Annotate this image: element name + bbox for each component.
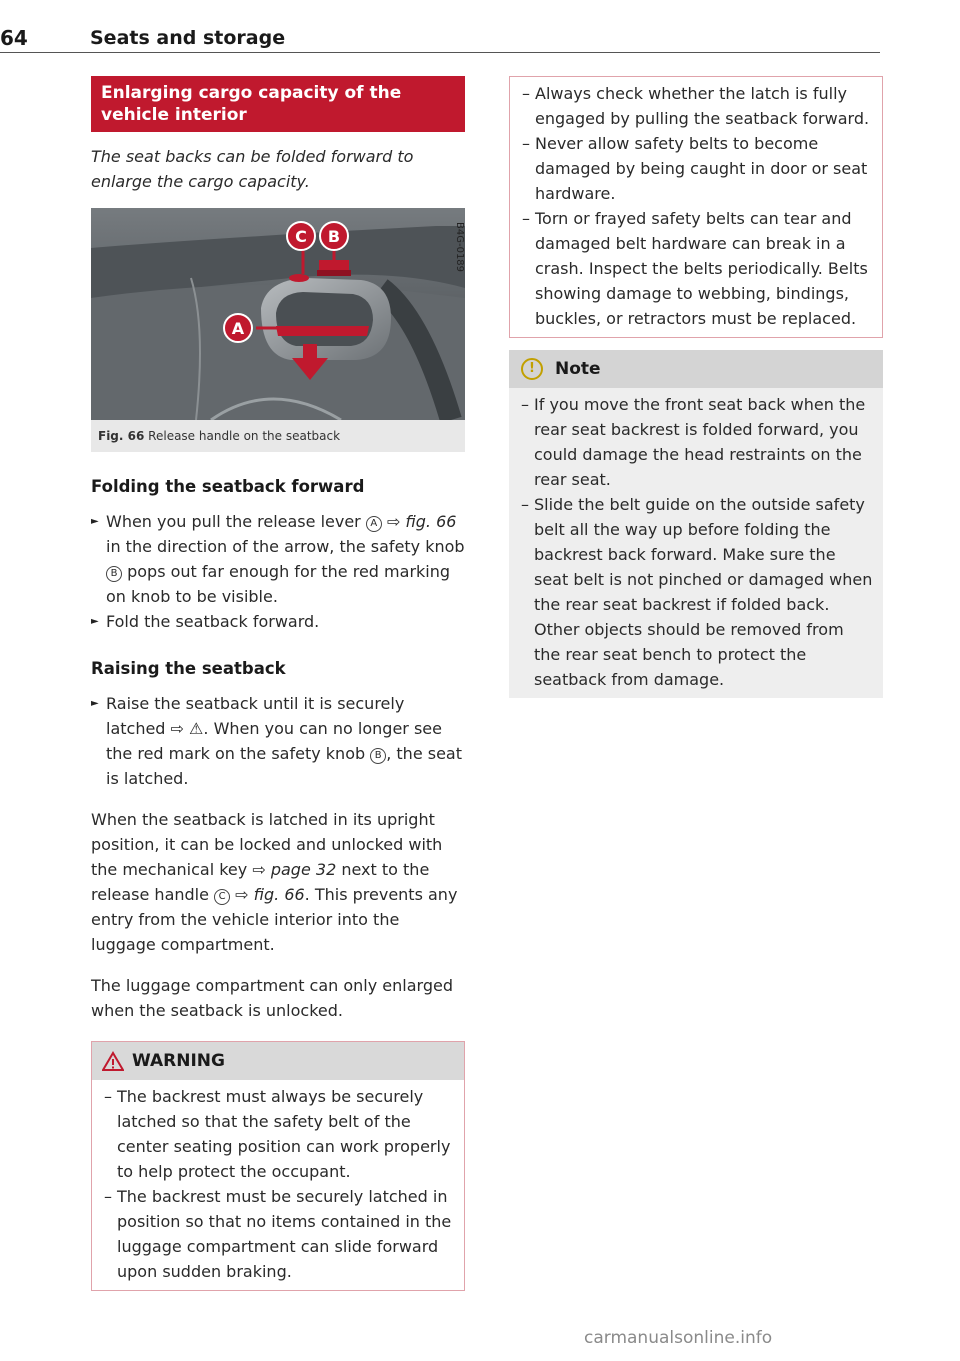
- note-label: Note: [555, 359, 601, 379]
- warning-triangle-icon: [102, 1051, 124, 1071]
- seatback-illustration: [91, 208, 465, 420]
- ref-b-icon: B: [106, 566, 122, 582]
- warning-item: – The backrest must be securely latched in position so that no items contained in the luggage compartment can slide forward upon sudden braking.: [104, 1184, 454, 1284]
- warning-label: WARNING: [132, 1051, 225, 1071]
- para-locking-text-3: . This prevents any entry from the vehicle interior into the luggage compartment.: [91, 885, 458, 954]
- header-rule: [0, 52, 880, 53]
- raise-step-1-text-2: . When you can no longer see the red mark on the safety knob: [106, 719, 442, 763]
- callout-b-label: B: [327, 227, 341, 246]
- warning-ref-icon[interactable]: ⚠: [189, 719, 204, 738]
- figure-caption: [91, 420, 465, 452]
- figure-code: B4G-0189: [454, 222, 465, 273]
- raise-heading: Raising the seatback: [91, 659, 286, 678]
- left-column: [91, 76, 465, 1291]
- raise-step-1: [91, 691, 465, 791]
- callout-c-label: C: [295, 227, 307, 246]
- paragraph-locking: [91, 807, 465, 957]
- note-item: – Slide the belt guide on the outside safety belt all the way up before folding the backrest back forward. Make sure the seat belt is not pinched or damaged when the rear seat backrest if folded back. Other objects should be removed from the rear seat bench to protect the seatback from damage.: [521, 492, 873, 692]
- fold-step-1-text: When you pull the release lever: [106, 512, 361, 531]
- warning-item: – Always check whether the latch is fully engaged by pulling the seatback forward.: [522, 81, 872, 131]
- raise-step-1-text-3: , the seat is latched.: [106, 744, 463, 788]
- fold-heading: Folding the seatback forward: [91, 477, 365, 496]
- lead-text: The seat backs can be folded forward to enlarge the cargo capacity.: [91, 147, 414, 191]
- fig-66-link-2[interactable]: ⇨ fig. 66: [235, 885, 305, 904]
- para-locking-text: When the seatback is latched in its upright position, it can be locked and unlocked with the mechanical key: [91, 810, 443, 879]
- info-icon: !: [521, 358, 543, 380]
- note-body: [509, 388, 883, 698]
- page-32-link[interactable]: ⇨ page 32: [252, 860, 337, 879]
- callout-a-label: A: [231, 319, 245, 338]
- fold-step-1: [91, 509, 465, 609]
- fold-step-2: ► Fold the seatback forward.: [91, 609, 465, 634]
- note-item: – If you move the front seat back when the rear seat backrest is folded forward, you could damage the head restraints on the rear seat.: [521, 392, 873, 492]
- fold-step-1-text-3: pops out far enough for the red marking on knob to be visible.: [106, 562, 451, 606]
- warning-item: – Torn or frayed safety belts can tear and damaged belt hardware can break in a crash. Inspect the belts periodically. Belts showing damage to webbing, bindings, buckles, or retractors must be replaced.: [522, 206, 872, 331]
- ref-c-icon: C: [214, 889, 230, 905]
- section-title: Seats and storage: [90, 27, 286, 49]
- raise-step-1-text: Raise the seatback until it is securely latched ⇨: [106, 694, 405, 738]
- paragraph-enlarge: The luggage compartment can only enlarged when the seatback is unlocked.: [91, 976, 453, 1020]
- note-header: [509, 350, 883, 388]
- ref-b-icon-2: B: [370, 748, 386, 764]
- right-column: [509, 76, 883, 698]
- section-heading: Enlarging cargo capacity of the vehicle interior: [91, 76, 465, 132]
- fold-step-1-text-2: in the direction of the arrow, the safety knob: [106, 537, 465, 556]
- warning-item: – Never allow safety belts to become damaged by being caught in door or seat hardware.: [522, 131, 872, 206]
- figure-seatback-release: [91, 208, 465, 420]
- warning-continued-box: [509, 76, 883, 338]
- page-number: 64: [0, 26, 28, 50]
- warning-box: [91, 1041, 465, 1291]
- figure-label: Fig. 66: [98, 429, 145, 443]
- ref-a-icon: A: [366, 516, 382, 532]
- watermark: carmanualsonline.info: [584, 1328, 773, 1348]
- para-locking-text-2: next to the release handle: [91, 860, 430, 904]
- warning-continued-body: [510, 77, 882, 337]
- warning-body: [92, 1080, 464, 1290]
- warning-item: – The backrest must always be securely latched so that the safety belt of the center seating position can work properly to help protect the occupant.: [104, 1084, 454, 1184]
- fig-66-link[interactable]: ⇨ fig. 66: [386, 512, 457, 531]
- note-box: [509, 350, 883, 698]
- figure-caption-text: Release handle on the seatback: [148, 429, 341, 443]
- page-header: [0, 20, 880, 56]
- warning-header: [92, 1042, 464, 1080]
